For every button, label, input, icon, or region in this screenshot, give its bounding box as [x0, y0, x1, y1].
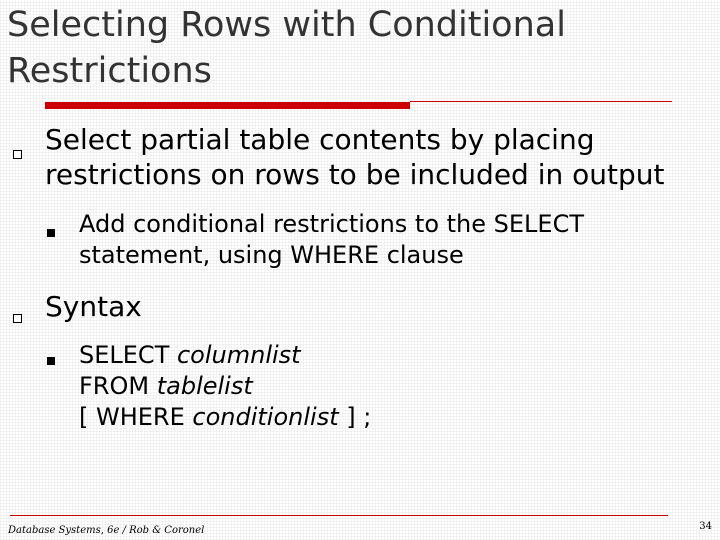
bullet-1-line-2: restrictions on rows to be included in output	[45, 158, 665, 191]
title-underline-thin	[410, 101, 672, 102]
page-number: 34	[699, 521, 712, 532]
keyword-from: FROM	[79, 372, 157, 400]
bullet-2-text	[45, 289, 142, 324]
syntax-select-line	[79, 340, 371, 371]
title-line-2: Restrictions	[7, 51, 212, 91]
conditionlist-placeholder: conditionlist	[192, 403, 339, 431]
bullet-1-text	[45, 122, 665, 192]
footer-text: Database Systems, 6e / Rob & Coronel	[8, 525, 205, 536]
hollow-square-bullet-icon	[13, 314, 22, 323]
title-line-1: Selecting Rows with Conditional	[7, 5, 566, 45]
sub-bullet-1-text	[79, 209, 584, 271]
keyword-select: SELECT	[79, 341, 177, 369]
bullet-1-line-1: Select partial table contents by placing	[45, 123, 595, 156]
sub-bullet-1-line-1: Add conditional restrictions to the SELECT	[79, 210, 585, 238]
keyword-where: [ WHERE	[79, 403, 193, 431]
syntax-where-line	[79, 402, 371, 433]
hollow-square-bullet-icon	[13, 150, 22, 159]
bullet-2-line: Syntax	[45, 290, 142, 323]
syntax-from-line	[79, 371, 371, 402]
title-underline-thick	[45, 102, 410, 109]
filled-square-bullet-icon	[47, 229, 55, 237]
slide-title	[7, 2, 707, 94]
tablelist-placeholder: tablelist	[156, 372, 253, 400]
syntax-block	[79, 340, 371, 433]
columnlist-placeholder: columnlist	[176, 341, 301, 369]
syntax-close: ] ;	[338, 403, 372, 431]
sub-bullet-1-line-2: statement, using WHERE clause	[79, 241, 464, 269]
filled-square-bullet-icon	[47, 357, 55, 365]
footer-rule	[10, 515, 668, 516]
